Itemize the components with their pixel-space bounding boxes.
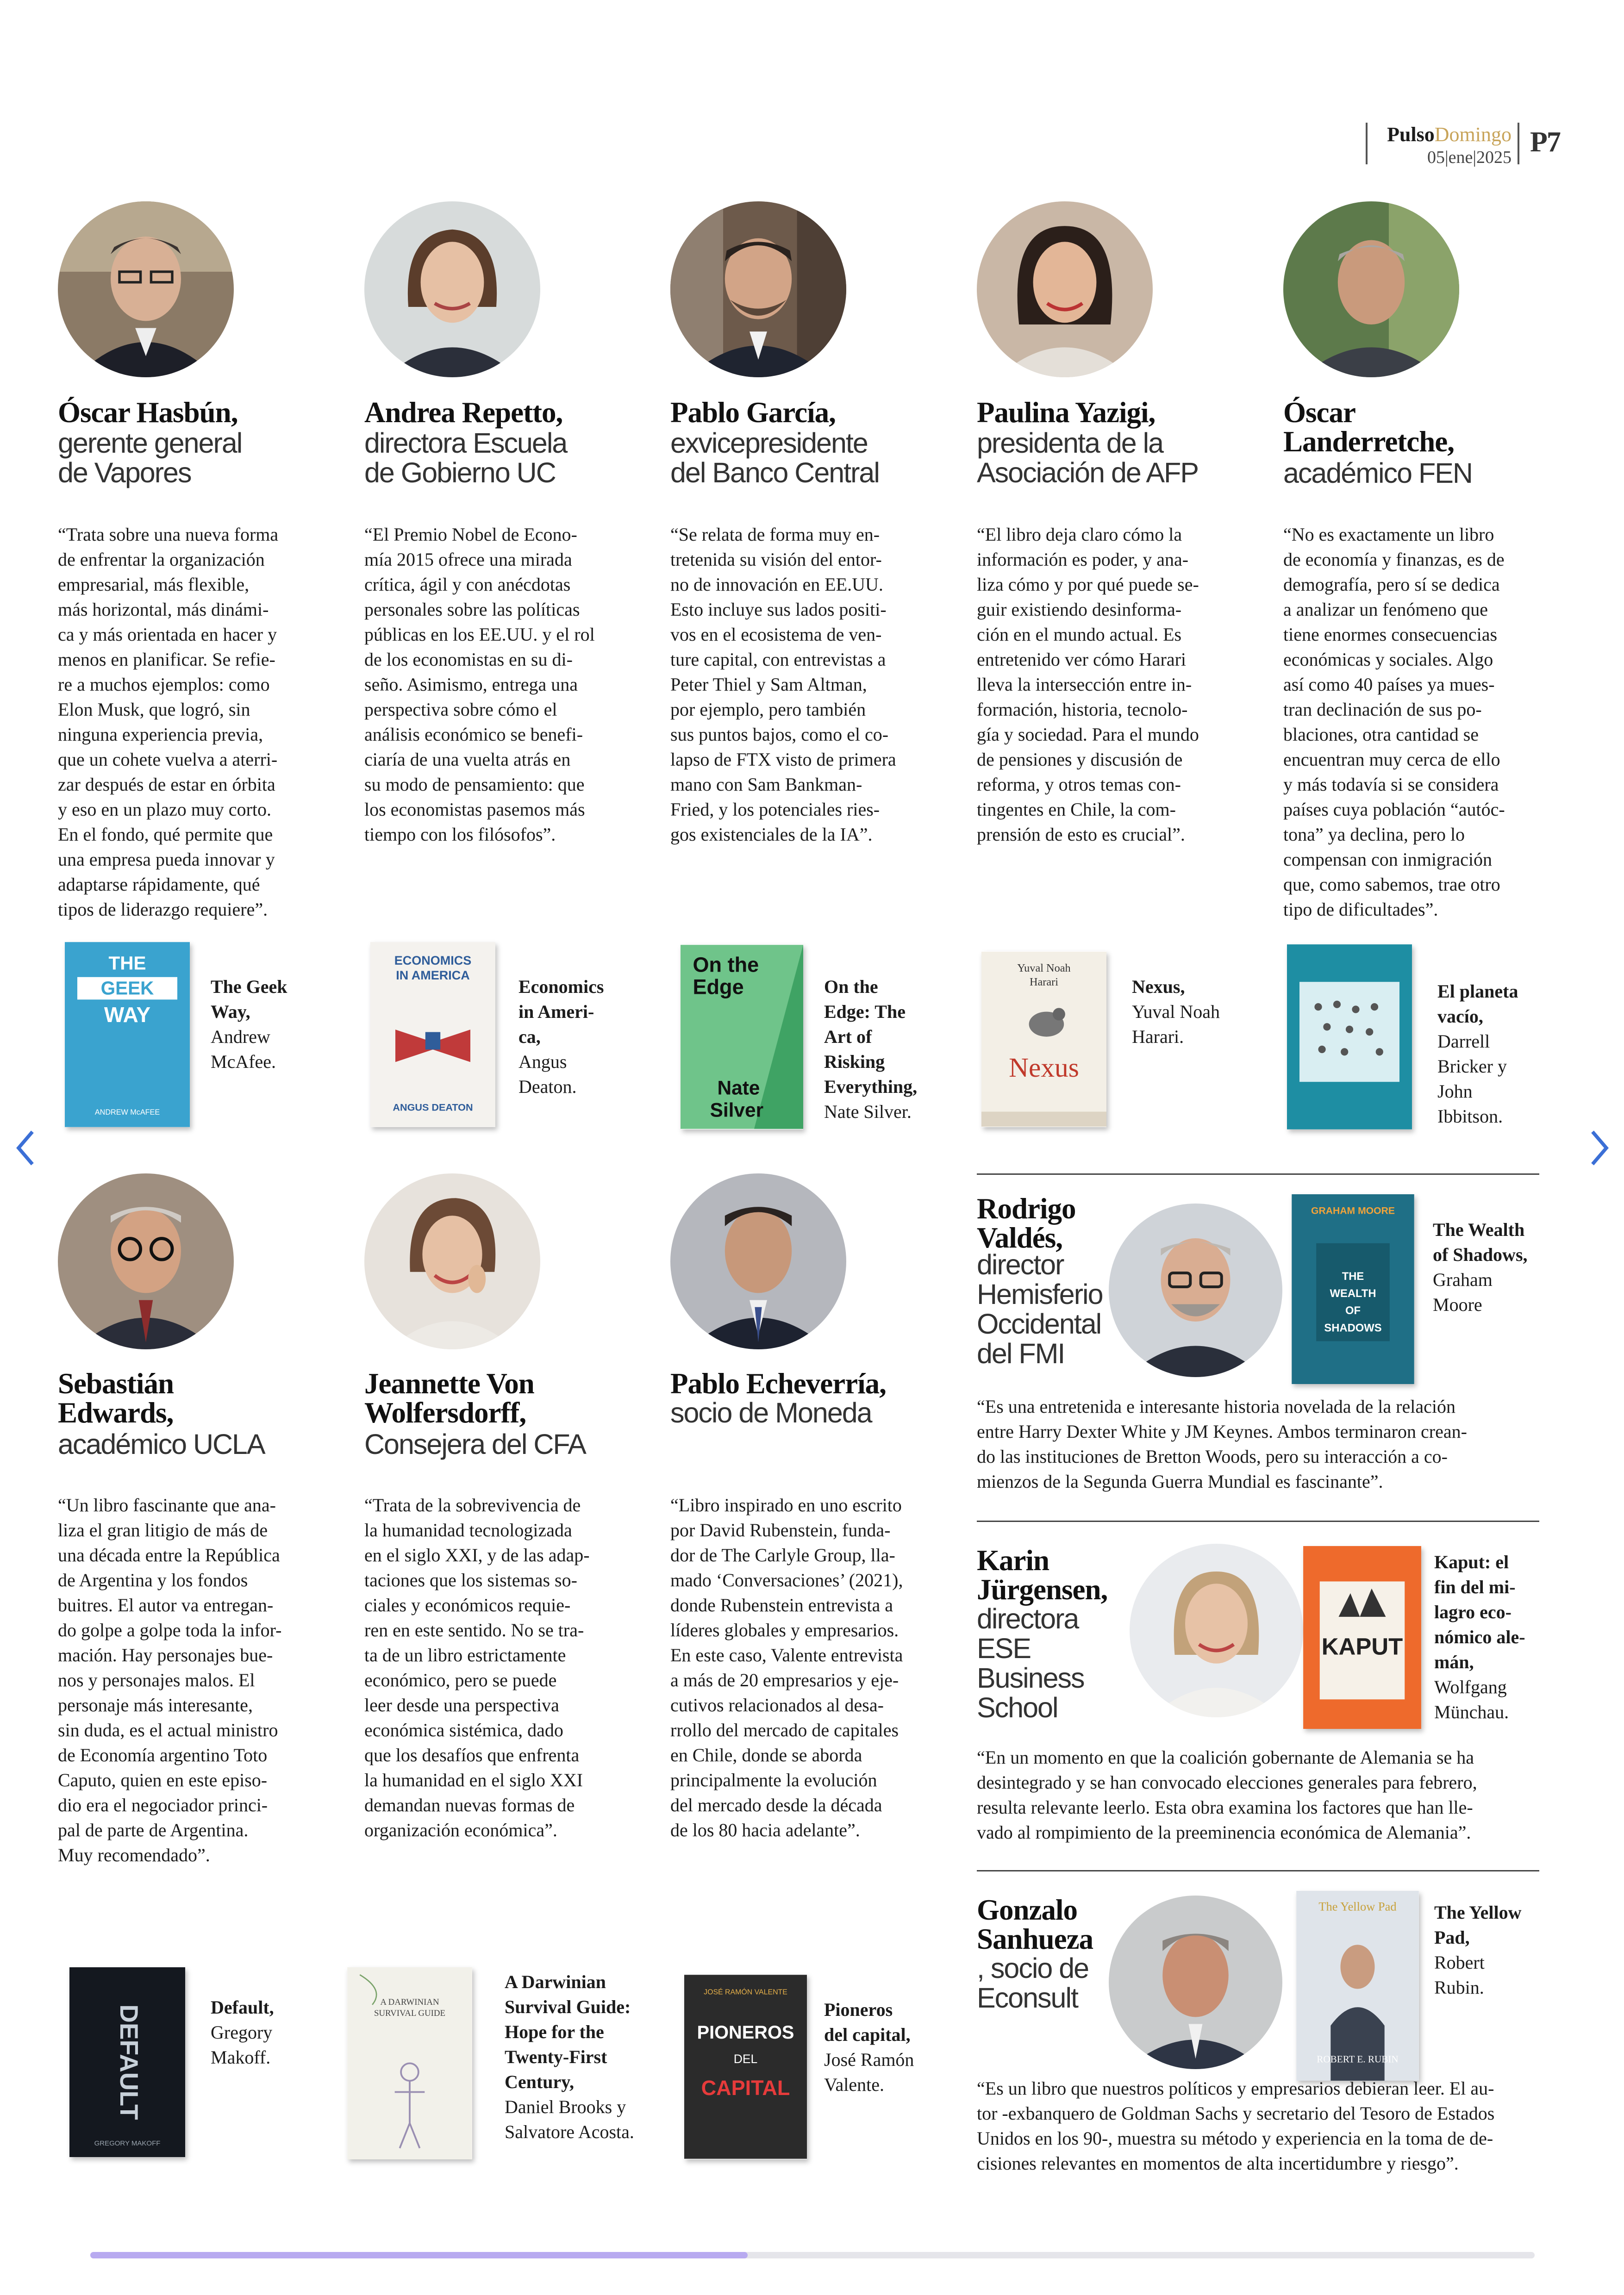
svg-text:JOSÉ RAMÓN VALENTE: JOSÉ RAMÓN VALENTE [704, 1988, 787, 1996]
book-cover-kaput [1303, 1546, 1421, 1729]
section-divider [977, 1870, 1539, 1871]
portrait-paulina-yazigi [977, 201, 1153, 377]
svg-text:DEFAULT: DEFAULT [115, 2004, 144, 2120]
svg-text:IN AMERICA: IN AMERICA [396, 968, 470, 983]
person-quote: “Es una entretenida e interesante historia novelada de la relación entre Harry Dexter White y JM Keynes. Ambos terminaron crean- do las instituciones de Bretton Woods, pero su interacción a co- mienzos de la Segunda Guerra Mundial es fascinante”. [977, 1396, 1467, 1492]
svg-text:CAPITAL: CAPITAL [701, 2076, 790, 2100]
masthead-divider [1518, 123, 1519, 164]
svg-text:DEL: DEL [733, 2052, 758, 2066]
svg-text:KAPUT: KAPUT [1321, 1633, 1403, 1660]
masthead-date: 05|ene|2025 [1427, 148, 1512, 167]
book-caption: Default, Gregory Makoff. [211, 1997, 274, 2068]
page-number: P7 [1530, 126, 1560, 158]
portrait-rodrigo-valdes [1109, 1204, 1282, 1377]
person-quote: “Trata sobre una nueva forma de enfrentar la organización empresarial, más flexible, más horizontal, más dinámi- ca y más orientada en hacer y menos en planificar. Se refie- re a muchos ejemplos: como Elon Musk, que logró, sin ninguna experiencia previa, que un cohete vuelva a aterri- zar después de estar en órbita y eso en un plazo muy corto. En el fondo, qué permite que una empresa pueda innovar y adaptarse rápidamente, qué tipos de liderazgo requiere”. [58, 524, 279, 920]
svg-text:GREGORY MAKOFF: GREGORY MAKOFF [94, 2139, 161, 2147]
person-quote: “No es exactamente un libro de economía y finanzas, es de demografía, pero sí se dedica a analizar un fenómeno que tiene enormes consecuencias económicas y sociales. Algo así como 40 países ya mues- tran declinación de sus po- blaciones, otra cantidad se encuentran muy cerca de ello y más todavía si se considera países cuya población “autóc- tona” ya declina, pero lo compensan con inmigración que, como sabemos, trae otro tipo de dificultades”. [1283, 524, 1505, 920]
portrait-gonzalo-sanhueza [1109, 1896, 1282, 2069]
person-role: director Hemisferio Occidental del FMI [977, 1249, 1103, 1369]
person-quote: “Libro inspirado en uno escrito por David Rubenstein, funda- dor de The Carlyle Group, lla- mado ‘Conversaciones’ (2021), donde Rubenstein entrevista a líderes globales y empresarios. En este caso, Valente entrevista a más de 20 empresarios y eje- cutivos relacionados al desa- rrollo del mercado de capitales en Chile, donde se aborda principalmente la evolución del mercado desde la década de los 80 hacia adelante”. [670, 1495, 903, 1840]
portrait-oscar-landerretche [1283, 201, 1459, 377]
portrait-oscar-hasbun [58, 201, 234, 377]
person-role: exvicepresidente del Banco Central [670, 427, 879, 488]
person-role: directora ESE Business School [977, 1603, 1084, 1723]
svg-text:Nate: Nate [717, 1077, 760, 1099]
book-caption: The Yellow Pad, Robert Rubin. [1434, 1902, 1522, 1998]
book-cover-the-yellow-pad [1296, 1891, 1419, 2081]
svg-text:The Yellow Pad: The Yellow Pad [1318, 1899, 1397, 1914]
person-quote: “En un momento en que la coalición gobernante de Alemania se ha desintegrado y se han convocado elecciones generales para febrero, resulta relevante leerlo. Esta obra examina los factores que han lle- vado al rompimiento de la preeminencia económica de Alemania”. [977, 1747, 1477, 1843]
book-caption: El planeta vacío, Darrell Bricker y John Ibbitson. [1437, 981, 1518, 1127]
portrait-jeannette-von-wolfersdorff [364, 1173, 540, 1349]
svg-text:OF: OF [1345, 1304, 1361, 1317]
person-role: presidenta de la Asociación de AFP [977, 427, 1199, 488]
person-quote: “Trata de la sobrevivencia de la humanidad tecnologizada en el siglo XXI, y de las adap- taciones que los sistemas so- ciales y económicos requie- ren en este sentido. No se tra- ta de un libro estrictamente económico, pero se puede leer desde una perspectiva económica sistémica, dado que los desafíos que enfrenta la humanidad en el siglo XXI demandan nuevas formas de organización económica”. [364, 1495, 590, 1840]
svg-text:Nexus: Nexus [1009, 1052, 1079, 1083]
book-cover-pioneros-del-capital [684, 1974, 807, 2159]
svg-text:Silver: Silver [710, 1099, 764, 1121]
portrait-pablo-garcia [670, 201, 846, 377]
svg-text:GEEK: GEEK [100, 977, 154, 999]
masthead-publication: PulsoDomingo [1387, 123, 1512, 146]
book-cover-el-planeta-vacio [1287, 944, 1412, 1129]
book-caption: Economics in Ameri- ca, Angus Deaton. [518, 976, 604, 1097]
person-quote: “Se relata de forma muy en- tretenida su visión del entor- no de innovación en EE.UU. Esto incluye sus lados positi- vos en el ecosistema de ven- ture capital, con entrevistas a Peter Thiel y Sam Altman, por ejemplo, pero también sus puntos bajos, como el co- lapso de FTX visto de primera mano con Sam Bankman- Fried, y los potenciales ries- gos existenciales de la IA”. [670, 524, 896, 845]
person-name: Óscar Hasbún, [58, 396, 238, 429]
person-name: Gonzalo Sanhueza [977, 1894, 1093, 1955]
book-cover-on-the-edge [681, 944, 803, 1129]
section-divider [977, 1173, 1539, 1175]
person-role: Consejera del CFA [364, 1428, 586, 1460]
person-role: académico UCLA [58, 1428, 265, 1460]
book-cover-a-darwinian-survival-guide [347, 1967, 472, 2159]
prev-page-button[interactable] [14, 1129, 37, 1166]
next-page-button[interactable] [1588, 1129, 1611, 1166]
person-name: Andrea Repetto, [364, 396, 563, 429]
masthead-divider [1366, 123, 1368, 164]
book-cover-the-wealth-of-shadows [1292, 1194, 1414, 1384]
book-caption: A Darwinian Survival Guide: Hope for the Twenty-First Century, Daniel Brooks y Salvatore Acosta. [505, 1971, 634, 2142]
book-cover-default [69, 1967, 185, 2157]
book-cover-economics-in-america [370, 942, 495, 1127]
person-name: Pablo Echeverría, [670, 1367, 886, 1400]
svg-text:ROBERT E. RUBIN: ROBERT E. RUBIN [1317, 2053, 1399, 2065]
person-name: Jeannette Von Wolfersdorff, [364, 1367, 534, 1429]
svg-text:ECONOMICS: ECONOMICS [394, 953, 472, 967]
svg-text:Harari: Harari [1029, 975, 1059, 988]
person-name: Pablo García, [670, 396, 836, 429]
person-quote: “El libro deja claro cómo la información es poder, y ana- liza cómo y por qué puede se- guir existiendo desinforma- ción en el mundo actual. Es entretenido ver cómo Harari lleva la intersección entre in- formación, historia, tecnolo- gía y sociedad. Para el mundo de pensiones y discusión de reforma, y otros temas con- tingentes en Chile, la com- prensión de esto es crucial”. [977, 524, 1199, 845]
book-caption: On the Edge: The Art of Risking Everything, Nate Silver. [824, 976, 918, 1122]
person-name: Sebastián Edwards, [58, 1367, 174, 1429]
person-quote: “Es un libro que nuestros políticos y empresarios debieran leer. El au- tor -exbanquero de Goldman Sachs y secretario del Tesoro de Estados Unidos en los 90-, muestra su método y experiencia en la toma de de- cisiones relevantes en momentos de alta incertidumbre y riesgo”. [977, 2078, 1495, 2174]
svg-text:A DARWINIAN: A DARWINIAN [380, 1997, 439, 2007]
person-name: Paulina Yazigi, [977, 396, 1156, 429]
portrait-pablo-echeverria [670, 1173, 846, 1349]
horizontal-scrollbar-thumb[interactable] [90, 2252, 748, 2258]
svg-text:SHADOWS: SHADOWS [1324, 1322, 1382, 1335]
person-role: socio de Moneda [670, 1397, 872, 1428]
person-name: Rodrigo Valdés, [977, 1192, 1076, 1254]
svg-text:Edge: Edge [693, 975, 744, 999]
chevron-left-icon [14, 1129, 37, 1166]
person-role: , socio de Econsult [977, 1952, 1089, 2014]
svg-text:Yuval Noah: Yuval Noah [1017, 962, 1071, 975]
person-quote: “El Premio Nobel de Econo- mía 2015 ofrece una mirada crítica, ágil y con anécdotas personales sobre las políticas públicas en los EE.UU. y el rol de los economistas en su di- seño. Asimismo, entrega una perspectiva sobre cómo el análisis económico se benefi- ciaría de una vuelta atrás en su modo de pensamiento: que los economistas pasemos más tiempo con los filósofos”. [364, 524, 595, 845]
portrait-andrea-repetto [364, 201, 540, 377]
book-cover-the-geek-way [65, 942, 190, 1127]
book-caption: The Wealth of Shadows, Graham Moore [1433, 1219, 1528, 1315]
person-name: Óscar Landerretche, [1283, 396, 1454, 458]
svg-text:ANDREW McAFEE: ANDREW McAFEE [94, 1108, 160, 1116]
book-cover-nexus [981, 951, 1106, 1127]
person-role: directora Escuela de Gobierno UC [364, 427, 567, 488]
svg-text:On the: On the [693, 953, 759, 977]
svg-text:SURVIVAL GUIDE: SURVIVAL GUIDE [374, 2008, 446, 2019]
person-role: gerente general de Vapores [58, 427, 242, 488]
svg-text:PIONEROS: PIONEROS [697, 2022, 794, 2043]
svg-text:THE: THE [108, 952, 146, 974]
svg-text:GRAHAM MOORE: GRAHAM MOORE [1311, 1205, 1395, 1216]
book-caption: The Geek Way, Andrew McAfee. [211, 976, 287, 1072]
book-caption: Kaput: el fin del mi- lagro eco- nómico ale- mán, Wolfgang Münchau. [1434, 1552, 1525, 1722]
portrait-karin-jurgensen [1130, 1544, 1303, 1717]
person-role: académico FEN [1283, 457, 1472, 489]
svg-text:THE: THE [1342, 1270, 1364, 1283]
svg-text:ANGUS DEATON: ANGUS DEATON [393, 1101, 473, 1113]
svg-text:WEALTH: WEALTH [1330, 1287, 1376, 1300]
section-divider [977, 1521, 1539, 1522]
person-name: Karin Jürgensen, [977, 1544, 1108, 1606]
book-caption: Nexus, Yuval Noah Harari. [1132, 976, 1220, 1047]
person-quote: “Un libro fascinante que ana- liza el gran litigio de más de una década entre la República de Argentina y los fondos buitres. El autor va entregan- do golpe a golpe toda la infor- mación. Hay personajes bue- nos y personajes malos. El personaje más interesante, sin duda, es el actual ministro de Economía argentino Toto Caputo, quien en este episo- dio era el negociador princi- pal de parte de Argentina. Muy recomendado”. [58, 1495, 282, 1865]
book-caption: Pioneros del capital, José Ramón Valente. [824, 1999, 914, 2095]
svg-text:WAY: WAY [104, 1003, 151, 1027]
chevron-right-icon [1588, 1129, 1611, 1166]
portrait-sebastian-edwards [58, 1173, 234, 1349]
